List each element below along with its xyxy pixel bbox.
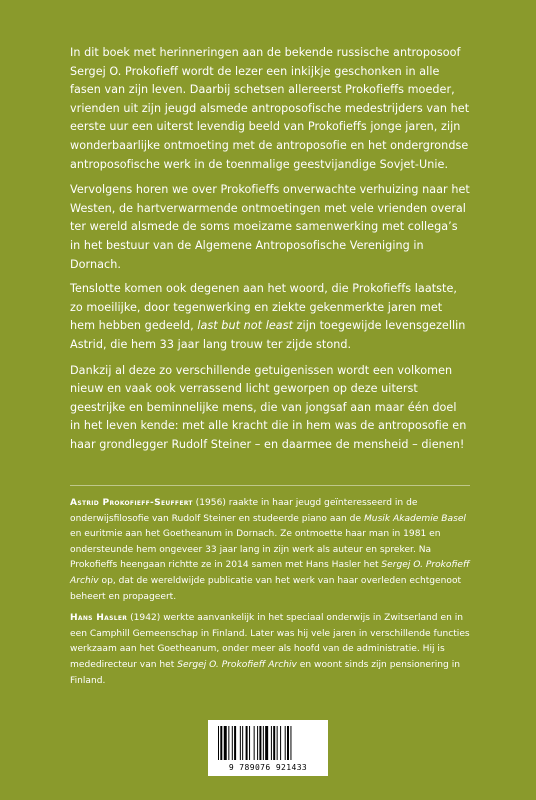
barcode-bar: [277, 726, 278, 760]
blurb-text: [70, 44, 470, 461]
bio-astrid-italic-2: Sergej O. Prokofieff Archiv: [70, 560, 470, 586]
barcode-bar: [234, 726, 236, 760]
barcode-bar: [246, 726, 248, 760]
barcode-bar: [220, 726, 222, 760]
barcode-bar: [257, 726, 258, 760]
barcode-bar: [228, 726, 229, 760]
barcode-bar: [249, 726, 250, 760]
bio-astrid-text-2: en euritmie aan het Goetheanum in Dornach. Ze ontmoette haar man in 1981 en ondersteunde hem ongeveer 33 jaar lang in zijn werk als auteur en spreker. Na Prokofieffs heengaan richtte ze in 2014 samen met Hans Hasler het: [70, 529, 441, 571]
section-divider: [70, 485, 470, 486]
bio-hans: [70, 611, 470, 689]
barcode-bar: [218, 726, 219, 760]
barcode-bar: [271, 726, 272, 760]
blurb-paragraph-3-text-a: Tenslotte komen ook degenen aan het woord, die Prokofieffs laatste, zo moeilijke, door tegenwerking en ziekte gekenmerkte jaren met hem hebben gedeeld,: [70, 282, 458, 333]
blurb-paragraph-3-italic: last but not least: [197, 319, 294, 333]
barcode-bar: [280, 726, 281, 760]
blurb-paragraph-3: [70, 280, 470, 354]
barcode-bar: [232, 726, 233, 760]
blurb-paragraph-4: Dankzij al deze zo verschillende getuigenissen wordt een volkomen nieuw en vaak ook verrassend licht geworpen op deze uiterst geestrijke en beminnelijke mens, die van jongsaf aan maar één doel in het leven kende: met alle kracht die in hem was de antroposofie en haar grondlegger Rudolf Steiner – en daarmee de mensheid – dienen!: [70, 363, 467, 451]
barcode-bar: [224, 726, 227, 760]
barcode-bar: [259, 726, 261, 760]
bio-hans-text-2: en woont sinds zijn pensionering in Finland.: [70, 659, 461, 686]
bio-astrid-italic-1: Musik Akademie Basel: [363, 513, 466, 524]
bio-astrid-text-1: (1956) raakte in haar jeugd geïnteresseerd in de onderwijsfilosofie van Rudolf Steiner en studeerde piano aan de: [70, 498, 418, 524]
barcode-bar: [254, 726, 255, 760]
isbn-number: 9 789076 921433: [228, 763, 308, 772]
barcode-bar: [273, 726, 275, 760]
barcode-bar: [263, 726, 264, 760]
barcode-bar: [242, 726, 243, 760]
isbn-barcode: [208, 720, 328, 776]
author-bios: [70, 496, 470, 695]
bio-astrid: [70, 496, 470, 605]
barcode-bar: [287, 726, 289, 760]
barcode-icon: [218, 726, 318, 760]
barcode-bar: [285, 726, 286, 760]
blurb-paragraph-1: In dit boek met herinneringen aan de bekende russische antroposoof Sergej O. Prokofieff wordt de lezer een inkijkje geschonken in alle fasen van zijn leven. Daarbij schetsen allereerst Prokofieffs moeder, vrienden uit zijn jeugd alsmede antroposofische medestrijders van het eerste uur een uiterst levendig beeld van Prokofieffs jonge jaren, zijn wonderbaarlijke ontmoeting met de antroposofie en het ondergrondse antroposofische werk in de toenmalige geestvijandige Sovjet-Unie.: [70, 46, 470, 171]
barcode-bar: [240, 726, 241, 760]
bio-astrid-text-3: op, dat de wereldwijde publicatie van het werk van haar overleden echtgenoot beheert en propageert.: [70, 575, 462, 602]
bio-hans-italic-1: Sergej O. Prokofieff Archiv: [177, 659, 297, 670]
barcode-bar: [265, 726, 268, 760]
blurb-paragraph-2: Vervolgens horen we over Prokofieffs onverwachte verhuizing naar het Westen, de hartverwarmende ontmoetingen met vele vrienden overal ter wereld alsmede de soms moeizame samenwerking met collega’s in het bestuur van de Algemene Antroposofische Vereniging in Dornach.: [70, 183, 470, 271]
bio-astrid-name: Astrid Prokofieff-Seuffert: [70, 498, 193, 508]
bio-hans-text-1: (1942) werkte aanvankelijk in het speciaal onderwijs in Zwitserland en in een Camphill Gemeenschap in Finland. Later was hij vele jaren in verschillende functies werkzaam aan het Goetheanum, onder meer als hoofd van de administratie. Hij is mededirecteur van het: [70, 613, 470, 670]
blurb-paragraph-3-text-b: zijn toegewijde levensgezellin Astrid, die hem 33 jaar lang trouw ter zijde stond.: [70, 319, 466, 351]
barcode-bar: [290, 726, 291, 760]
bio-hans-name: Hans Hasler: [70, 613, 128, 624]
